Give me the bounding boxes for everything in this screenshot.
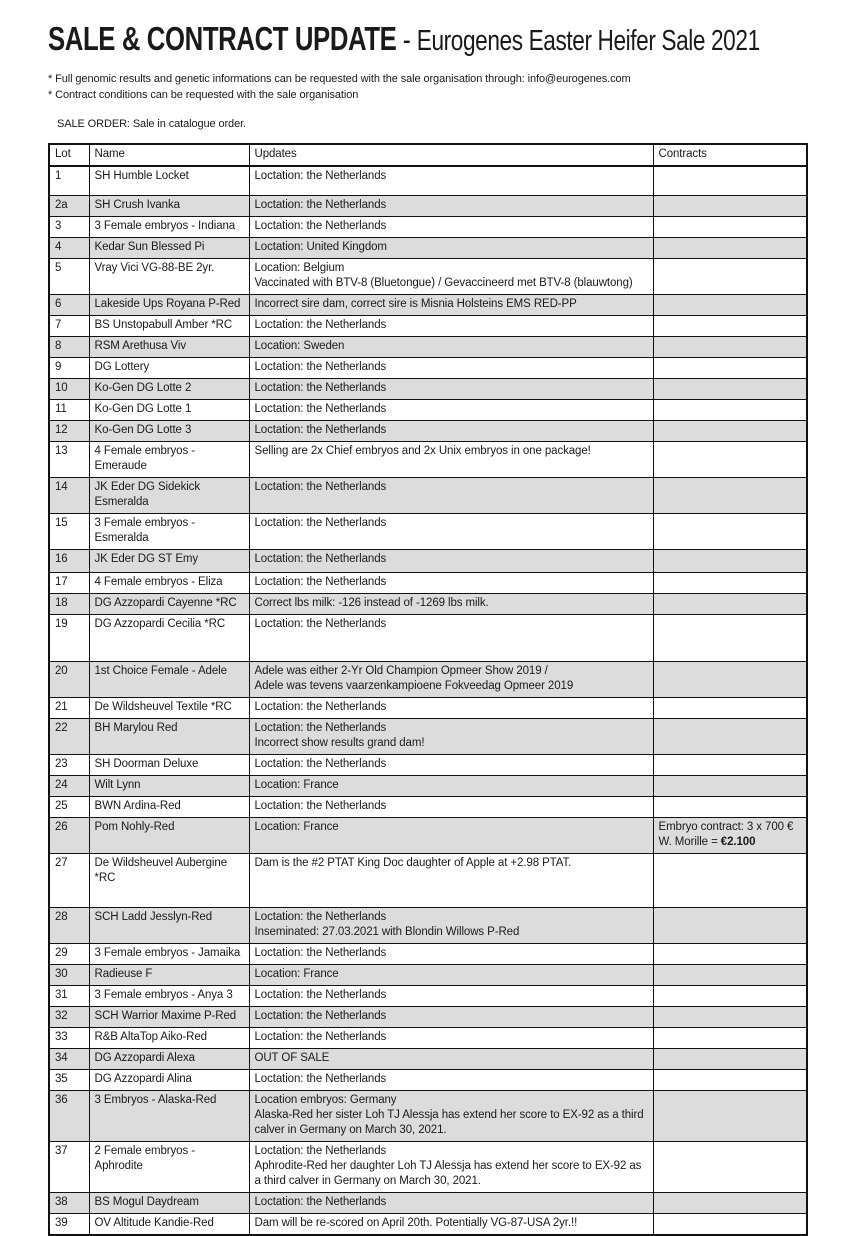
contracts-cell <box>653 237 807 258</box>
updates-line: Inseminated: 27.03.2021 with Blondin Willows P-Red <box>254 925 520 938</box>
contracts-cell <box>653 754 807 775</box>
updates-cell <box>249 357 653 378</box>
updates-line: Correct lbs milk: -126 instead of -1269 lbs milk. <box>254 596 489 609</box>
contract-text: Embryo contract: 3 x 700 € <box>658 820 794 833</box>
name-cell: 3 Female embryos - Anya 3 <box>89 985 249 1006</box>
updates-cell <box>249 258 653 294</box>
updates-cell <box>249 718 653 754</box>
table-row <box>49 294 807 315</box>
title-subtitle: Eurogenes Easter Heifer Sale 2021 <box>416 25 760 57</box>
table-row <box>49 1141 807 1192</box>
lot-cell: 27 <box>49 853 89 907</box>
lot-cell: 3 <box>49 216 89 237</box>
updates-line: Loctation: the Netherlands <box>254 946 387 959</box>
name-cell: 4 Female embryos - Emeraude <box>89 441 249 477</box>
col-header-name: Name <box>89 144 249 166</box>
updates-line: Loctation: the Netherlands <box>254 402 387 415</box>
table-row <box>49 166 807 195</box>
updates-cell <box>249 775 653 796</box>
updates-line: Location: Sweden <box>254 339 345 352</box>
contracts-cell <box>653 943 807 964</box>
footnote-contract-conditions: * Contract conditions can be requested with the sale organisation <box>48 89 359 101</box>
contracts-cell <box>653 513 807 549</box>
updates-line: Loctation: the Netherlands <box>254 1195 387 1208</box>
contracts-cell <box>653 166 807 195</box>
contracts-cell <box>653 593 807 614</box>
name-cell: De Wildsheuvel Aubergine *RC <box>89 853 249 907</box>
updates-cell <box>249 614 653 661</box>
table-row <box>49 441 807 477</box>
updates-cell <box>249 513 653 549</box>
updates-line: Location embryos: Germany <box>254 1093 397 1106</box>
table-row <box>49 315 807 336</box>
updates-cell <box>249 336 653 357</box>
updates-cell <box>249 477 653 513</box>
updates-line: Incorrect show results grand dam! <box>254 736 425 749</box>
lot-cell: 16 <box>49 549 89 572</box>
updates-cell <box>249 315 653 336</box>
name-cell: 2 Female embryos - Aphrodite <box>89 1141 249 1192</box>
contracts-cell <box>653 378 807 399</box>
col-header-contracts: Contracts <box>653 144 807 166</box>
updates-cell <box>249 964 653 985</box>
updates-cell <box>249 216 653 237</box>
name-cell: BS Mogul Daydream <box>89 1192 249 1213</box>
lot-cell: 1 <box>49 166 89 195</box>
sale-order-line: SALE ORDER: Sale in catalogue order. <box>57 118 247 130</box>
contracts-cell <box>653 1090 807 1141</box>
updates-cell <box>249 572 653 593</box>
updates-line: Loctation: the Netherlands <box>254 198 387 211</box>
updates-line: Loctation: the Netherlands <box>254 1030 387 1043</box>
contracts-cell <box>653 294 807 315</box>
lot-cell: 10 <box>49 378 89 399</box>
name-cell: Lakeside Ups Royana P-Red <box>89 294 249 315</box>
table-row <box>49 237 807 258</box>
name-cell: Ko-Gen DG Lotte 1 <box>89 399 249 420</box>
lot-cell: 37 <box>49 1141 89 1192</box>
footnotes <box>48 71 848 103</box>
lot-cell: 29 <box>49 943 89 964</box>
lot-cell: 15 <box>49 513 89 549</box>
page-title <box>48 0 760 58</box>
lot-cell: 6 <box>49 294 89 315</box>
updates-line: Location: France <box>254 967 339 980</box>
updates-line: Loctation: the Netherlands <box>254 799 387 812</box>
contracts-cell <box>653 1048 807 1069</box>
lot-cell: 5 <box>49 258 89 294</box>
table-row <box>49 357 807 378</box>
contracts-cell <box>653 614 807 661</box>
lot-cell: 13 <box>49 441 89 477</box>
lot-cell: 9 <box>49 357 89 378</box>
updates-line: Location: France <box>254 820 339 833</box>
table-row <box>49 1048 807 1069</box>
name-cell: Kedar Sun Blessed Pi <box>89 237 249 258</box>
name-cell: DG Azzopardi Cecilia *RC <box>89 614 249 661</box>
table-row <box>49 1090 807 1141</box>
lot-cell: 34 <box>49 1048 89 1069</box>
updates-cell <box>249 985 653 1006</box>
updates-line: Loctation: the Netherlands <box>254 516 387 529</box>
name-cell: De Wildsheuvel Textile *RC <box>89 697 249 718</box>
updates-cell <box>249 907 653 943</box>
contracts-cell <box>653 817 807 853</box>
contracts-cell <box>653 1141 807 1192</box>
lot-cell: 36 <box>49 1090 89 1141</box>
lot-cell: 28 <box>49 907 89 943</box>
updates-cell <box>249 1027 653 1048</box>
contracts-cell <box>653 1213 807 1235</box>
lot-cell: 8 <box>49 336 89 357</box>
table-row <box>49 796 807 817</box>
lot-cell: 23 <box>49 754 89 775</box>
name-cell: SH Doorman Deluxe <box>89 754 249 775</box>
updates-line: Loctation: the Netherlands <box>254 552 387 565</box>
contracts-cell <box>653 1027 807 1048</box>
table-row <box>49 258 807 294</box>
updates-cell <box>249 661 653 697</box>
contracts-cell <box>653 441 807 477</box>
updates-cell <box>249 697 653 718</box>
table-row <box>49 572 807 593</box>
updates-cell <box>249 1141 653 1192</box>
updates-line: Loctation: the Netherlands <box>254 381 387 394</box>
name-cell: 3 Female embryos - Indiana <box>89 216 249 237</box>
name-cell: 4 Female embryos - Eliza <box>89 572 249 593</box>
name-cell: SCH Ladd Jesslyn-Red <box>89 907 249 943</box>
contracts-cell <box>653 549 807 572</box>
table-row <box>49 754 807 775</box>
table-row <box>49 943 807 964</box>
name-cell: R&B AltaTop Aiko-Red <box>89 1027 249 1048</box>
lot-cell: 18 <box>49 593 89 614</box>
updates-cell <box>249 420 653 441</box>
table-row <box>49 549 807 572</box>
contracts-cell <box>653 964 807 985</box>
updates-line: Location: Belgium <box>254 261 345 274</box>
contracts-cell <box>653 420 807 441</box>
lot-cell: 26 <box>49 817 89 853</box>
updates-cell <box>249 817 653 853</box>
updates-cell <box>249 237 653 258</box>
name-cell: 3 Female embryos - Jamaika <box>89 943 249 964</box>
table-row <box>49 420 807 441</box>
contracts-cell <box>653 195 807 216</box>
lot-cell: 7 <box>49 315 89 336</box>
contracts-cell <box>653 1069 807 1090</box>
contracts-cell <box>653 661 807 697</box>
updates-line: Incorrect sire dam, correct sire is Misnia Holsteins EMS RED-PP <box>254 297 577 310</box>
lot-cell: 19 <box>49 614 89 661</box>
table-row <box>49 513 807 549</box>
updates-line: Alaska-Red her sister Loh TJ Alessja has extend her score to EX-92 as a third calver in Germany on March 30, 2021. <box>254 1108 644 1136</box>
lot-cell: 2a <box>49 195 89 216</box>
name-cell: 3 Embryos - Alaska-Red <box>89 1090 249 1141</box>
lot-cell: 39 <box>49 1213 89 1235</box>
name-cell: 1st Choice Female - Adele <box>89 661 249 697</box>
table-row <box>49 593 807 614</box>
footnote-genomic-results: * Full genomic results and genetic informations can be requested with the sale organisation through: info@eurogenes.com <box>48 73 631 85</box>
contracts-cell <box>653 985 807 1006</box>
contracts-cell <box>653 399 807 420</box>
table-row <box>49 817 807 853</box>
updates-cell <box>249 754 653 775</box>
contract-text: W. Morille = <box>658 835 721 848</box>
contracts-cell <box>653 216 807 237</box>
table-row <box>49 477 807 513</box>
contracts-cell <box>653 572 807 593</box>
updates-line: Aphrodite-Red her daughter Loh TJ Alessja has extend her score to EX-92 as a third calver in Germany on March 30, 2021. <box>254 1159 642 1187</box>
contracts-cell <box>653 853 807 907</box>
name-cell: SH Humble Locket <box>89 166 249 195</box>
updates-cell <box>249 943 653 964</box>
updates-line: Loctation: the Netherlands <box>254 1144 387 1157</box>
lot-cell: 22 <box>49 718 89 754</box>
updates-line: Dam will be re-scored on April 20th. Potentially VG-87-USA 2yr.!! <box>254 1216 578 1229</box>
updates-line: Loctation: the Netherlands <box>254 170 387 182</box>
name-cell: 3 Female embryos - Esmeralda <box>89 513 249 549</box>
contracts-cell <box>653 1192 807 1213</box>
updates-line: Loctation: the Netherlands <box>254 757 387 770</box>
lot-cell: 4 <box>49 237 89 258</box>
lot-cell: 11 <box>49 399 89 420</box>
table-row <box>49 1006 807 1027</box>
updates-line: Loctation: the Netherlands <box>254 988 387 1001</box>
updates-cell <box>249 294 653 315</box>
title-separator: - <box>396 22 417 57</box>
table-row <box>49 216 807 237</box>
contracts-cell <box>653 775 807 796</box>
updates-line: OUT OF SALE <box>254 1051 330 1064</box>
lot-cell: 20 <box>49 661 89 697</box>
updates-line: Dam is the #2 PTAT King Doc daughter of Apple at +2.98 PTAT. <box>254 856 572 869</box>
contracts-cell <box>653 336 807 357</box>
contract-amount: €2.100 <box>720 835 756 848</box>
contracts-cell <box>653 258 807 294</box>
name-cell: Wilt Lynn <box>89 775 249 796</box>
contracts-cell <box>653 1006 807 1027</box>
name-cell: DG Azzopardi Cayenne *RC <box>89 593 249 614</box>
updates-cell <box>249 1090 653 1141</box>
name-cell: SCH Warrior Maxime P-Red <box>89 1006 249 1027</box>
table-row <box>49 1192 807 1213</box>
name-cell: OV Altitude Kandie-Red <box>89 1213 249 1235</box>
updates-cell <box>249 1192 653 1213</box>
table-row <box>49 399 807 420</box>
updates-cell <box>249 1213 653 1235</box>
lot-cell: 31 <box>49 985 89 1006</box>
updates-line: Location: France <box>254 778 339 791</box>
updates-cell <box>249 1069 653 1090</box>
sale-update-table <box>48 143 808 1236</box>
table-row <box>49 1027 807 1048</box>
name-cell: BWN Ardina-Red <box>89 796 249 817</box>
updates-line: Loctation: the Netherlands <box>254 721 387 734</box>
table-row <box>49 718 807 754</box>
table-row <box>49 661 807 697</box>
updates-cell <box>249 593 653 614</box>
name-cell: Ko-Gen DG Lotte 3 <box>89 420 249 441</box>
contracts-cell <box>653 907 807 943</box>
updates-cell <box>249 441 653 477</box>
contracts-cell <box>653 697 807 718</box>
updates-line: Loctation: the Netherlands <box>254 617 387 630</box>
updates-cell <box>249 1048 653 1069</box>
lot-cell: 33 <box>49 1027 89 1048</box>
updates-cell <box>249 166 653 195</box>
updates-line: Loctation: the Netherlands <box>254 219 387 232</box>
lot-cell: 25 <box>49 796 89 817</box>
updates-cell <box>249 853 653 907</box>
lot-cell: 14 <box>49 477 89 513</box>
updates-line: Loctation: the Netherlands <box>254 480 387 493</box>
table-row <box>49 378 807 399</box>
lot-cell: 17 <box>49 572 89 593</box>
contracts-cell <box>653 718 807 754</box>
table-header-row <box>49 144 807 166</box>
name-cell: DG Azzopardi Alina <box>89 1069 249 1090</box>
table-row <box>49 697 807 718</box>
updates-line: Loctation: the Netherlands <box>254 1072 387 1085</box>
name-cell: BS Unstopabull Amber *RC <box>89 315 249 336</box>
name-cell: DG Lottery <box>89 357 249 378</box>
table-row <box>49 1069 807 1090</box>
contracts-line <box>659 835 803 850</box>
updates-line: Adele was either 2-Yr Old Champion Opmeer Show 2019 / <box>254 664 548 677</box>
updates-line: Loctation: the Netherlands <box>254 700 387 713</box>
updates-line: Selling are 2x Chief embryos and 2x Unix embryos in one package! <box>254 444 591 457</box>
table-row <box>49 1213 807 1235</box>
table-row <box>49 907 807 943</box>
updates-line: Vaccinated with BTV-8 (Bluetongue) / Gevaccineerd met BTV-8 (blauwtong) <box>254 276 633 289</box>
updates-line: Adele was tevens vaarzenkampioene Fokveedag Opmeer 2019 <box>254 679 574 692</box>
table-row <box>49 195 807 216</box>
table-body <box>49 166 807 1235</box>
updates-line: Loctation: the Netherlands <box>254 360 387 373</box>
updates-cell <box>249 399 653 420</box>
updates-line: Loctation: United Kingdom <box>254 240 387 253</box>
name-cell: Ko-Gen DG Lotte 2 <box>89 378 249 399</box>
updates-cell <box>249 549 653 572</box>
table-row <box>49 853 807 907</box>
title-main: SALE & CONTRACT UPDATE <box>48 20 397 57</box>
name-cell: JK Eder DG ST Emy <box>89 549 249 572</box>
table-row <box>49 775 807 796</box>
updates-line: Loctation: the Netherlands <box>254 1009 387 1022</box>
updates-cell <box>249 378 653 399</box>
updates-line: Loctation: the Netherlands <box>254 318 387 331</box>
lot-cell: 24 <box>49 775 89 796</box>
name-cell: RSM Arethusa Viv <box>89 336 249 357</box>
lot-cell: 38 <box>49 1192 89 1213</box>
updates-line: Loctation: the Netherlands <box>254 575 387 588</box>
name-cell: DG Azzopardi Alexa <box>89 1048 249 1069</box>
updates-line: Loctation: the Netherlands <box>254 423 387 436</box>
contracts-cell <box>653 357 807 378</box>
contracts-line <box>659 820 803 835</box>
name-cell: Vray Vici VG-88-BE 2yr. <box>89 258 249 294</box>
contracts-cell <box>653 796 807 817</box>
col-header-updates: Updates <box>249 144 653 166</box>
updates-line: Loctation: the Netherlands <box>254 910 387 923</box>
name-cell: SH Crush Ivanka <box>89 195 249 216</box>
updates-cell <box>249 195 653 216</box>
lot-cell: 35 <box>49 1069 89 1090</box>
table-row <box>49 614 807 661</box>
table-row <box>49 336 807 357</box>
name-cell: Pom Nohly-Red <box>89 817 249 853</box>
updates-cell <box>249 796 653 817</box>
contracts-cell <box>653 477 807 513</box>
name-cell: Radieuse F <box>89 964 249 985</box>
table-row <box>49 985 807 1006</box>
lot-cell: 12 <box>49 420 89 441</box>
lot-cell: 32 <box>49 1006 89 1027</box>
name-cell: JK Eder DG Sidekick Esmeralda <box>89 477 249 513</box>
col-header-lot: Lot <box>49 144 89 166</box>
lot-cell: 30 <box>49 964 89 985</box>
name-cell: BH Marylou Red <box>89 718 249 754</box>
updates-cell <box>249 1006 653 1027</box>
table-row <box>49 964 807 985</box>
lot-cell: 21 <box>49 697 89 718</box>
contracts-cell <box>653 315 807 336</box>
